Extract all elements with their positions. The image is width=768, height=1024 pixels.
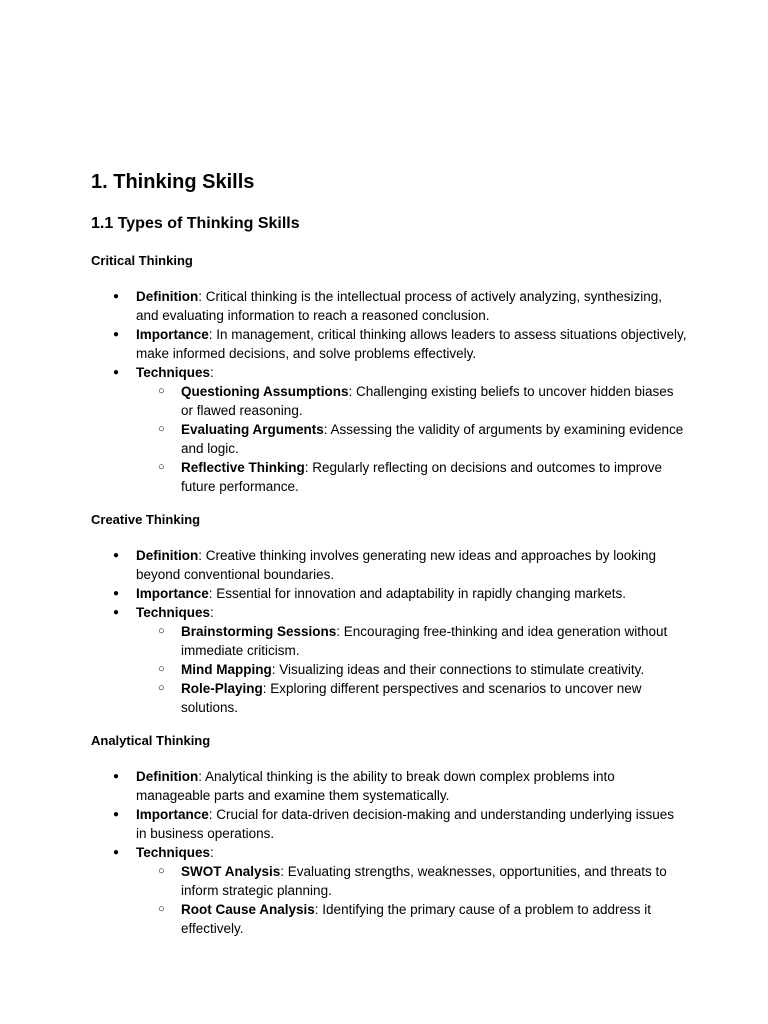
list-item-definition: [136, 767, 688, 805]
section-analytical-thinking: [91, 732, 688, 938]
section-heading: Critical Thinking: [91, 253, 193, 268]
list-item-importance: [136, 805, 688, 843]
item-text: : Exploring different perspectives and scenarios to uncover new solutions.: [181, 681, 642, 715]
sub-bullet-list: [136, 382, 688, 496]
item-label: Evaluating Arguments: [181, 422, 324, 437]
list-item-techniques: [136, 603, 688, 717]
item-label: Importance: [136, 586, 209, 601]
item-text: : Essential for innovation and adaptability in rapidly changing markets.: [208, 586, 627, 601]
list-item-techniques: [136, 843, 688, 938]
list-item: [181, 420, 688, 458]
list-item: [181, 660, 688, 679]
item-label: Importance: [136, 807, 209, 822]
item-label: Definition: [136, 769, 199, 784]
item-text: : Identifying the primary cause of a problem to address it effectively.: [181, 902, 651, 936]
item-text: :: [210, 605, 214, 620]
list-item-importance: [136, 584, 688, 603]
section-critical-thinking: [91, 252, 688, 496]
item-label: Techniques: [136, 365, 211, 380]
item-text: : Critical thinking is the intellectual process of actively analyzing, synthesizing, and evaluating information to reach a reasoned conclusion.: [136, 289, 662, 323]
item-text: :: [210, 845, 214, 860]
item-label: Role-Playing: [181, 681, 263, 696]
item-label: Definition: [136, 548, 199, 563]
list-item: [181, 900, 688, 938]
item-text: : Regularly reflecting on decisions and outcomes to improve future performance.: [181, 460, 662, 494]
item-label: Techniques: [136, 605, 211, 620]
section-heading: Analytical Thinking: [91, 733, 211, 748]
item-label: Questioning Assumptions: [181, 384, 349, 399]
item-label: Techniques: [136, 845, 211, 860]
item-text: : In management, critical thinking allows leaders to assess situations objectively, make informed decisions, and solve problems effectively.: [136, 327, 687, 361]
section-heading: Creative Thinking: [91, 512, 201, 527]
list-item: [181, 622, 688, 660]
item-label: Reflective Thinking: [181, 460, 305, 475]
list-item: [181, 679, 688, 717]
document-title: 1. Thinking Skills: [91, 171, 255, 193]
item-text: : Visualizing ideas and their connections to stimulate creativity.: [271, 662, 645, 677]
list-item: [181, 862, 688, 900]
item-label: Mind Mapping: [181, 662, 272, 677]
list-item-techniques: [136, 363, 688, 496]
bullet-list: [91, 546, 688, 717]
sub-bullet-list: [136, 622, 688, 717]
list-item: [181, 458, 688, 496]
list-item-definition: [136, 287, 688, 325]
item-text: : Assessing the validity of arguments by examining evidence and logic.: [181, 422, 684, 456]
item-text: : Challenging existing beliefs to uncover hidden biases or flawed reasoning.: [181, 384, 674, 418]
bullet-list: [91, 287, 688, 496]
item-text: : Crucial for data-driven decision-making and understanding underlying issues in business operations.: [136, 807, 675, 841]
bullet-list: [91, 767, 688, 938]
item-label: SWOT Analysis: [181, 864, 281, 879]
item-text: : Evaluating strengths, weaknesses, opportunities, and threats to inform strategic planning.: [181, 864, 667, 898]
item-label: Importance: [136, 327, 209, 342]
item-label: Definition: [136, 289, 199, 304]
item-text: : Encouraging free-thinking and idea generation without immediate criticism.: [181, 624, 668, 658]
sub-bullet-list: [136, 862, 688, 938]
list-item: [181, 382, 688, 420]
list-item-definition: [136, 546, 688, 584]
item-text: : Analytical thinking is the ability to break down complex problems into manageable parts and examine them systematically.: [136, 769, 615, 803]
list-item-importance: [136, 325, 688, 363]
item-label: Brainstorming Sessions: [181, 624, 337, 639]
item-label: Root Cause Analysis: [181, 902, 315, 917]
section-subtitle: 1.1 Types of Thinking Skills: [91, 215, 300, 232]
item-text: : Creative thinking involves generating new ideas and approaches by looking beyond conventional boundaries.: [136, 548, 657, 582]
item-text: :: [210, 365, 214, 380]
section-creative-thinking: [91, 511, 688, 717]
